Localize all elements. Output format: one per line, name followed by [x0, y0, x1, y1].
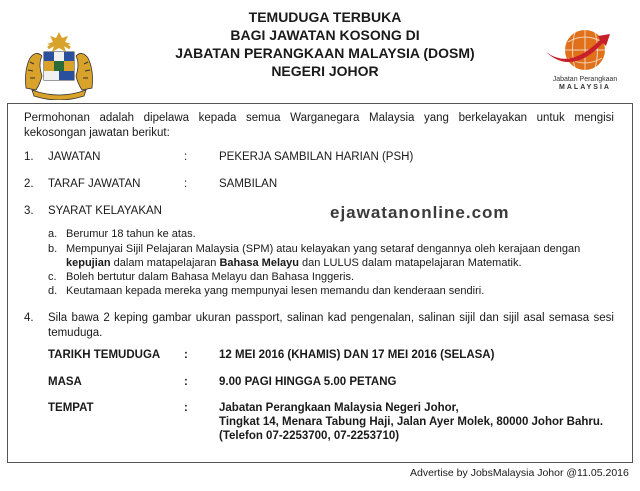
item-number: 3. — [24, 205, 34, 217]
syarat-letter: b. — [48, 243, 58, 255]
detail-value: 9.00 PAGI HINGGA 5.00 PETANG — [219, 376, 397, 388]
detail-label: MASA — [48, 376, 82, 388]
advert-footer: Advertise by JobsMalaysia Johor @11.05.2016 — [410, 467, 629, 479]
detail-value: 12 MEI 2016 (KHAMIS) DAN 17 MEI 2016 (SELASA) — [219, 349, 495, 361]
detail-colon: : — [184, 349, 188, 361]
bahasa-melayu-bold: Bahasa Melayu — [219, 257, 299, 269]
dosm-caption — [540, 76, 630, 93]
page-title — [120, 8, 530, 80]
item-value: PEKERJA SAMBILAN HARIAN (PSH) — [219, 151, 414, 163]
title-line-1: TEMUDUGA TERBUKA — [248, 9, 402, 25]
detail-colon: : — [184, 376, 188, 388]
syarat-letter: c. — [48, 271, 57, 283]
item-colon: : — [184, 151, 188, 163]
detail-colon: : — [184, 402, 188, 414]
item-number: 1. — [24, 151, 34, 163]
watermark-text: ejawatanonline.com — [330, 203, 510, 222]
item-number: 2. — [24, 178, 34, 190]
syarat-text-line2 — [66, 257, 522, 269]
syarat-text-line1: Mempunyai Sijil Pelajaran Malaysia (SPM) atau kelayakan yang setaraf dengannya oleh kerajaan dengan — [66, 243, 581, 255]
dosm-caption-line1: Jabatan Perangkaan — [552, 76, 618, 83]
item-label: JAWATAN — [48, 151, 101, 163]
item-4-text: Sila bawa 2 keping gambar ukuran passport, salinan kad pengenalan, salinan sijil dan sijil asal semasa sesi temuduga. — [48, 312, 614, 339]
intro-paragraph: Permohonan adalah dipelawa kepada semua Warganegara Malaysia yang berkelayakan untuk mengisi kekosongan jawatan berikut: — [24, 112, 614, 139]
kepujian-bold: kepujian — [66, 257, 111, 269]
tempat-text: Tingkat 14, Menara Tabung Haji, Jalan Ayer Molek, 80000 Johor Bahru. — [219, 416, 604, 428]
syarat-letter: d. — [48, 285, 58, 297]
item-value: SAMBILAN — [219, 178, 278, 190]
item-number: 4. — [24, 312, 34, 324]
detail-label: TEMPAT — [48, 402, 94, 414]
syarat-text: Keutamaan kepada mereka yang mempunyai lesen memandu dan kenderaan sendiri. — [66, 285, 485, 297]
syarat-letter: a. — [48, 228, 58, 240]
item-label: SYARAT KELAYAKAN — [48, 205, 162, 217]
syarat-text: Berumur 18 tahun ke atas. — [66, 228, 196, 240]
syarat-text: Boleh bertutur dalam Bahasa Melayu dan Bahasa Inggeris. — [66, 271, 355, 283]
dosm-caption-line2: MALAYSIA — [559, 84, 611, 92]
item-colon: : — [184, 178, 188, 190]
syarat-b-end: dan LULUS dalam matapelajaran Matematik. — [298, 257, 522, 269]
syarat-b-mid: dalam matapelajaran — [110, 257, 220, 269]
item-label: TARAF JAWATAN — [48, 178, 141, 190]
title-line-3: JABATAN PERANGKAAN MALAYSIA (DOSM) — [175, 45, 475, 61]
title-line-4: NEGERI JOHOR — [271, 63, 379, 79]
item-4 — [24, 311, 614, 341]
detail-label: TARIKH TEMUDUGA — [48, 349, 161, 361]
tempat-text: (Telefon 07-2253700, 07-2253710) — [219, 430, 400, 442]
tempat-text: Jabatan Perangkaan Malaysia Negeri Johor, — [219, 402, 459, 414]
malaysia-coat-of-arms-icon — [18, 30, 100, 100]
title-line-2: BAGI JAWATAN KOSONG DI — [230, 27, 420, 43]
